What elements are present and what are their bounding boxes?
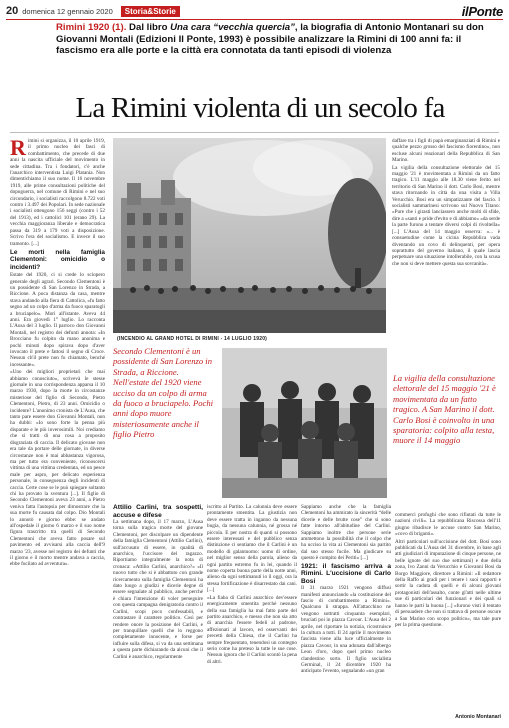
kicker-text-rest: , la biografia di Antonio Montanari su don Giovanni Montali (Edizioni Il Ponte, 1993) è possibile analizzare la Rimini di 100 anni fa: il fascismo era alle porte e la città era connotata da tanti episodi di violenza — [56, 22, 484, 56]
column-bottom-1 — [113, 504, 203, 724]
issue-date: domenica 12 gennaio 2020 — [22, 6, 113, 16]
article-paragraph: iscritto al Partito. La calunnia deve essere prontamente smentita. La giustizia non deve essere tratta in inganno da nessuna bugia, da nessuna calunnia, né grossa né piccola. E per nostra di quanti si possono essere interessati e del pubblico senza distinzione ci sentiamo che il Carlini è un modello di galantuomo: uomo di ordine, nel miglior senso della parola, alieno da ogni partito estremo fu in lei, quando il nome coperta buona parte della notte anni, alieno da ogni settimanuti io il oggi, ora la stessa fortificazione è disarrestato dai cani. [...] — [207, 504, 297, 594]
main-photo — [113, 138, 386, 333]
page-number: 20 — [6, 5, 19, 17]
page-header — [6, 4, 503, 18]
kicker-text: Dal libro — [126, 22, 171, 33]
photo-caption: (INCENDIO AL GRAND HOTEL DI RIMINI - 14 LUGLIO 1920) — [117, 336, 268, 342]
header-divider — [6, 19, 503, 20]
brand-logo: ilPonte — [461, 3, 503, 19]
article-paragraph: Altri particolari sull'uccisione del dott. Bosi sono pubblicati da L'Ausa del 31 dicembre, in base agli atti giudiziari di imputazione di cinque persone, ne belle ignote del suo due settimani) e due della zona, Ivo Zanni da Verucchio e Giovanni Bosi da Borgo Maggiore, direttore a Rimini: «Il redattore della Raffo ai gradi per i tenere i suoi rapporti e sortir la caduta di quelli e di alcuni giovani protagonisti dell'assalto, conte gl'atti nelle ultime sue di particolari dei funzionari e dei quali si hanno le parti la buona [...] «furono visti il tentato di persuadere che non si trattava di persone oscure a San Marino con scopo politico», ma tale pure per la prima questione. — [395, 538, 501, 628]
kicker — [56, 22, 496, 57]
article-paragraph: Il 31 marzo 1921 vengono diffusi manifesti annunciando «la costituzione del fascio di combattimento a Rimini». Qualcuno li strappa. All'attacchino ne vengono sottratti cinquanta esemplari, bruciati poi in piazza Cavour. L'Ausa del 2 aprile, nel riportare la notizia, ricostruisce la cultura a tutti. Il 24 aprile il movimento fascista viene alla luce ufficialmente in piazza Cavour, in una adunata dall'albergo Leon d'oro, dopo quel primo nucleo clandestino sorto. Il figlio socialista Germinal, il 24 dicembre 1920 ha anticipato l'evento, segnalando «un gran — [301, 585, 391, 675]
column-bottom-3 — [301, 504, 391, 724]
article-paragraph: Estate del 1920, ci si crede lo sciopero generale degli agrari. Secondo Clementoni è un possidente di San Lorenzo in Strada, a Riccione. A poca distanza da casa, mentre stava andando alla fiera di Cattolica, «fu fatto segno ad un colpo d'arma da fuoco sparatogli a bruciapelo». Morì all'istante. Aveva 44 anni. Era giovedì 1° luglio. Lo racconta L'Ausa del 3 luglio. Il parroco don Giovanni Montali, nel registro dei defunti annota: «In Brocciano fu colpito da mano anonima e pochi minuti dopo spirava dopo d'aver invocato il prete e fattosi il segno di Croce. Nessun ch'il prete non fu chiamato, benché incessante». — [10, 272, 105, 368]
column-left — [10, 138, 105, 723]
drop-cap: R — [10, 138, 26, 160]
article-paragraph: imini si organizza, il 10 aprile 1919, il primo nucleo dei fasci di combattimento, che precede di due anni la nascita ufficiale del movimento in sede cittadina. Tra i fondatori, c'è anche l'anarchico interventista Luigi Platania. Non dimentichiamo il suo nome. Il 16 novembre 1919, alle prime consultazioni politiche del dopoguerra, nel comune di Rimini e nel suo circondario, i socialisti raccolgono 8.722 voti contro i 3.497 dei Popolari. In sede nazionale i socialisti ottengono 156 seggi (contro i 52 del 1913), ed i cattolici 101 (erano 29). La vecchia maggioranza liberale e democratica passa da 319 a 179 voti a disposizione. Scrivo l'era del socialismo. E invece il suo tramonto. [...] — [10, 138, 105, 247]
kicker-lead: Rimini 1920 (1). — [56, 22, 127, 33]
subheading: 1921: il fascismo arriva a Rimini. L'uccisione di Carlo Bosi — [301, 562, 391, 585]
article-paragraph: La settimana dopo, il 17 marzo, L'Ausa torna sulla tragica morte del giovane Clementoni, per discolpare un dipendente della famiglia Clementoni (Attilio Carlini), sull'accusato di essere, in qualità di anarchico, l'uccisore del ragazzo. Riportiamo integralmente la nota di cronaca: «Attilio Carlini, anarchico?» «Il nuovo tutto che si è abbattuto con grande ricercamento sulla famiglia Clementoni ha dato luogo a giudizi e dicerie degne di essere segnalate al pubblico, anche perché è chiara l'intenzione di voler perseguire con questa campagna denigratoria contro il Carlini, scopi poco confessabili, e contrastare il carattere politico. Così per rendere onore la posizione del Carlini, e per tranquillare quelli che lo reggono completamente innocente, e forse per influire sulla difesa, si va da una settimana a questa parte dichiarando da alcuni che il Carlini è anarchico, regolarmente — [113, 519, 203, 660]
article-paragraph: daffare tra i figli di papà emarginanziati di Rimini e qualche pezzo grosso del fascismo fiorentino», non escluse alcuni reazionari della Repubblica di San Marino. — [392, 138, 500, 164]
pull-quote-right: La vigilia della consultazione elettorale del 15 maggio '21 è movimentata da un fatto tragico. A San Marino il dott. Carlo Bosi è coinvolto in una sparatoria: colpito alla testa, muore il 14 maggio — [393, 373, 496, 446]
title-divider — [10, 132, 499, 133]
pull-quote-left: Secondo Clementoni è un possidente di San Lorenzo in Strada, a Riccione. Nell'estate del 1920 viene ucciso da un colpo di arma da fuoco a bruciapelo. Pochi anni dopo muore misteriosamente anche il figlio Pietro — [113, 346, 214, 440]
article-paragraph: Sappiamo anche che la famiglia Clementoni ha ammirato la sincerità “delle dicerie e delle brutte cose” che si sono fatte intorno all'abitudine del Carlini. Sappiamo inoltre che persone serie ammettono la possibilità che il colpo che ha ucciso la vita ai Clementoni sia partito dal suo stesso fucile. Ma giudicare su questo è compito dei Periti» [...] — [301, 504, 391, 562]
column-bottom-2 — [207, 504, 297, 724]
author-signature: Antonio Montanari — [455, 714, 501, 720]
headline: La Rimini violenta di un secolo fa — [75, 92, 445, 124]
article-paragraph: La vigilia della consultazione elettorale del 15 maggio '21 è movimentata a Rimini da un fatto tragico. L'11 maggio alle 18.30 viene ferito nel territorio di San Marino il dott. Carlo Bosi, mentre stava ritornando in città da una visita a Villa Verucchio. Bosi era un simpatizzante del fascio. I socialisti sammarinesi scrivono sul Nuovo Titano: «Pure che i girasti lanciassero anche molti di sfide, dire a «santi e pride d'evito e di abbiamo» «da serde la parte furono a tentare diversi colpi di rivoltella» [...] L'Ausa del 14 maggio osserva: «... è consuetudine come la cicina Repubblica vada diventando un covo di delinquenti, per opera soprattutto del governo italiano, il quale lascia perpetuare una situazione intollerabile, con la scusa che non si deve mettere questa sua sovranità». — [392, 164, 500, 267]
article-paragraph: commerci profughi che sono rifiutati da tutte le nazioni civili». La repubblicana Riscossa dell'11 giugno ribadisce le accuse contro San Marino, «covo di briganti». — [395, 512, 501, 538]
article-paragraph: «Uno dei migliori proprietari che mai abbiamo conosciuto», scrivevà le stesse giornale in una corrispondenza apparsa il 10 marzo 1930, dopo la morte in circostanze misteriose del figlio di Secondo, Pietro Clementoni, Pietro, di 23 anni. Omicidio o incidente? L'anonimo cronista de L'Ausa, che tanto pare essere don Giovanni Montali, non ha dubbi: «Io sono forte la penna più disparate e le più inverosimili. Noi crediamo che si tratti di una cosa a proposito disgraziata di caccia. Il delicato giovane non era tale da portare delle giornate, in diverse circostanze non è mai abbastanza vigorosa, ma per tutto era conveniente, riconoscersi vittima di una vittima credentata, ed un pesce male per aspro, per delicato esperienza personale, in conseguenza degli incidenti di caccia. Certe cose se le può spiegare soltanto chi ha provato la sventura [...]. Il figlio di Secondo Clementoni aveva 23 anni, a Pietro veniva fatta l'autopsia per dimostrare che la sua morte fu causata dal colpo. Dio Montali lo annotò e giorno ebbe: se andato all'ospedale il giorno 6 marzo e il suo nome figura trascritto tra quelli di Secondo Clementoni che aveva fatto posare sul pavimento ed avvisarsi alla caccia dell'9 marzo '23, avesse nel registro dei defunti che il giorno e il morto mentre andava a caccia, ebbe fucilato ad avventura». — [10, 369, 105, 568]
section-label: Storia&Storie — [121, 6, 180, 17]
subheading: Attilio Carlini, tra sospetti, accuse e difese — [113, 504, 203, 519]
subheading: Le morti nella famiglia Clementoni: omicidio o incidenti? — [10, 248, 105, 271]
portrait-photo-illustration — [222, 348, 387, 498]
article-paragraph: «La fiaba di Carlini anarchico dev'essere energicamente smentita perché nessuno della sua famiglia ha mai fatto parte del partito anarchico, e messo che non sia atto di anarchia l'essere fedeli al padrone, affezionati al lavoro, ed osservanti dei precetti della Chiesa, che il Carlini ha sempre frequentato, tenendosi un contegno serio come ha preteso la tutte le sue cose. Nessun ignora che il Carlini scontò la pena di altri. — [207, 594, 297, 665]
fire-photo-illustration — [113, 138, 386, 333]
column-right — [392, 138, 500, 368]
column-bottom-4 — [395, 512, 501, 712]
second-photo — [222, 348, 387, 498]
book-title: Una cara “vecchia quercia” — [170, 22, 295, 33]
